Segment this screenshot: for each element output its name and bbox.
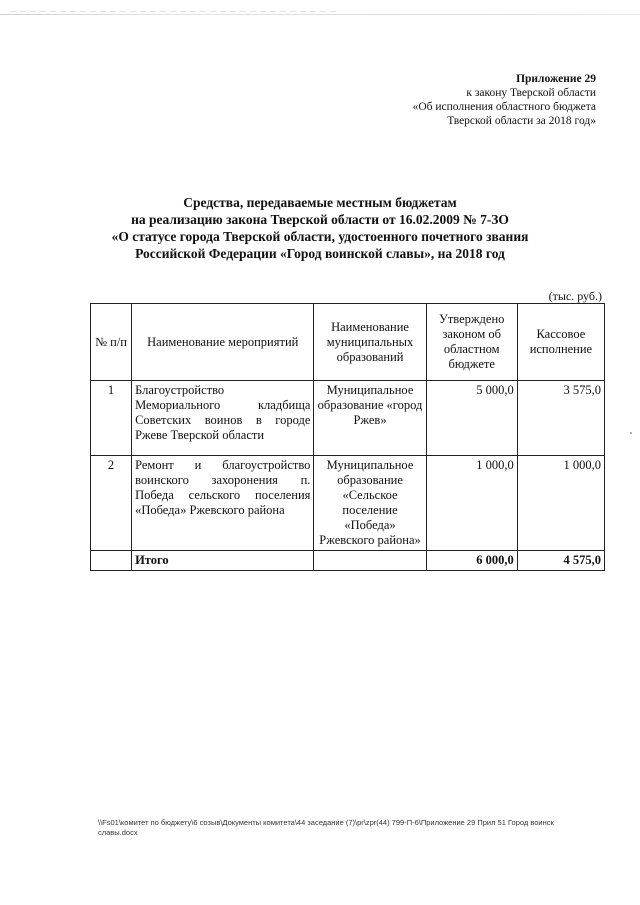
title-line-3: «О статусе города Тверской области, удостоенного почетного звания — [111, 229, 529, 244]
title-line-1: Средства, передаваемые местным бюджетам — [183, 195, 457, 210]
appendix-line-2: «Об исполнения областного бюджета — [412, 101, 596, 113]
file-path-footer: \\Fs01\комитет по бюджету\6 созыв\Документы комитета\44 заседание (7)\pr\zpr(44) 799-П-6\Приложение 29 Прил 51 Город воинск славы.docx — [98, 818, 554, 837]
title-line-2: на реализацию закона Тверской области от 16.02.2009 № 7-ЗО — [131, 212, 509, 227]
row-executed: 3 575,0 — [517, 381, 604, 456]
row-executed: 1 000,0 — [517, 456, 604, 551]
scan-artifact-line — [0, 14, 640, 15]
header-municipality: Наименование муниципальных образований — [314, 304, 426, 381]
header-num: № п/п — [91, 304, 132, 381]
total-row — [91, 551, 605, 571]
table-row — [91, 456, 605, 551]
row-num: 2 — [91, 456, 132, 551]
appendix-line-3: Тверской области за 2018 год» — [447, 115, 596, 127]
document-title — [0, 194, 640, 262]
row-num: 1 — [91, 381, 132, 456]
units-label: (тыс. руб.) — [548, 289, 602, 303]
row-approved: 5 000,0 — [426, 381, 517, 456]
title-line-4: Российской Федерации «Город воинской славы», на 2018 год — [135, 246, 505, 261]
total-municipality-empty — [314, 551, 426, 571]
appendix-block — [413, 72, 596, 128]
header-approved: Утверждено законом об областном бюджете — [426, 304, 517, 381]
scan-artifact-dashes — [10, 11, 340, 12]
table-header-row — [91, 304, 605, 381]
row-name: Ремонт и благоустройство воинского захоронения п. Победа сельского поселения «Победа» Ржевского района — [132, 456, 314, 551]
appendix-line-1: к закону Тверской области — [466, 87, 596, 99]
table-row — [91, 381, 605, 456]
row-municipality: Муниципальное образование «Сельское поселение «Победа» Ржевского района» — [314, 456, 426, 551]
total-num-empty — [91, 551, 132, 571]
row-approved: 1 000,0 — [426, 456, 517, 551]
total-label: Итого — [132, 551, 314, 571]
scan-artifact-dot — [630, 432, 632, 434]
row-municipality: Муниципальное образование «город Ржев» — [314, 381, 426, 456]
total-executed: 4 575,0 — [517, 551, 604, 571]
budget-table — [90, 303, 605, 571]
total-approved: 6 000,0 — [426, 551, 517, 571]
row-name: Благоустройство Мемориального кладбища Советских воинов в городе Ржеве Тверской области — [132, 381, 314, 456]
header-name: Наименование мероприятий — [132, 304, 314, 381]
appendix-title: Приложение 29 — [516, 73, 596, 85]
header-executed: Кассовое исполнение — [517, 304, 604, 381]
